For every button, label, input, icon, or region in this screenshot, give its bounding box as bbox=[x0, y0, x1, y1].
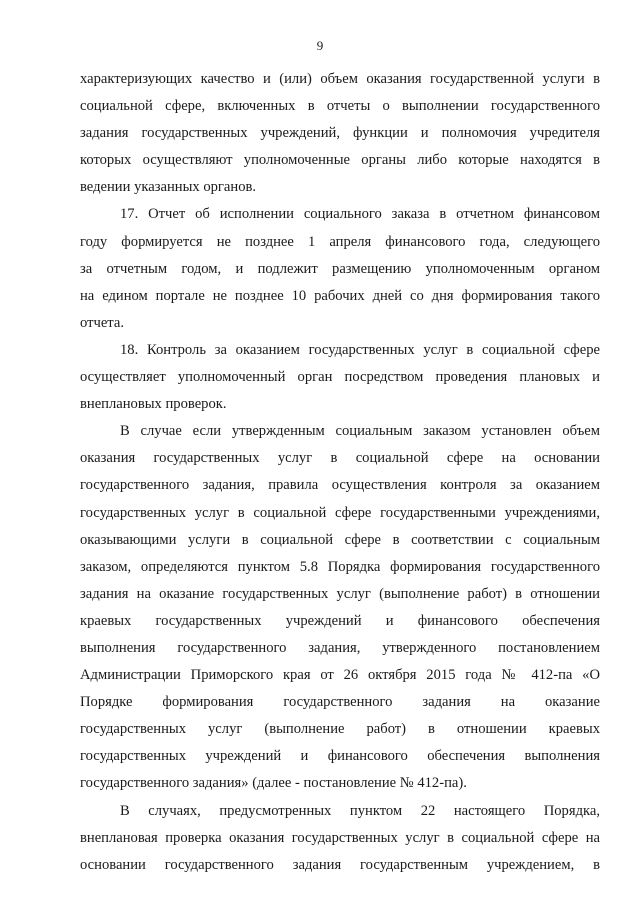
text-line: отчета. bbox=[80, 314, 124, 331]
text-line: внеплановая проверка оказания государственных услуг в социальной сфере на bbox=[80, 829, 600, 846]
text-line: Администрации Приморского края от 26 октября 2015 года № 412-па «О bbox=[80, 667, 600, 684]
page-number: 9 bbox=[316, 38, 324, 53]
text-line: осуществляет уполномоченный орган посредством проведения плановых и bbox=[80, 369, 600, 386]
text-line: государственного задания, правила осуществления контроля за оказанием bbox=[80, 477, 600, 494]
text-line: В случае если утвержденным социальным заказом установлен объем bbox=[120, 423, 600, 440]
text-line: выполнения государственного задания, утвержденного постановлением bbox=[80, 639, 600, 656]
paragraph bbox=[80, 418, 600, 797]
text-line: социальной сфере, включенных в отчеты о выполнении государственного bbox=[80, 98, 600, 115]
text-line: задания государственных учреждений, функции и полномочия учредителя bbox=[80, 125, 600, 142]
text-line: на едином портале не позднее 10 рабочих дней со дня формирования такого bbox=[80, 287, 600, 304]
text-line: за отчетным годом, и подлежит размещению уполномоченным органом bbox=[80, 260, 600, 277]
text-line: 17. Отчет об исполнении социального заказа в отчетном финансовом bbox=[120, 206, 600, 223]
paragraph bbox=[80, 798, 600, 879]
text-line: оказания государственных услуг в социальной сфере на основании bbox=[80, 450, 600, 467]
text-line: государственных учреждений и финансового обеспечения выполнения bbox=[80, 748, 600, 765]
paragraph bbox=[80, 66, 600, 201]
text-line: характеризующих качество и (или) объем оказания государственной услуги в bbox=[80, 71, 600, 87]
text-line: которых осуществляют уполномоченные органы либо которые находятся в bbox=[80, 152, 600, 169]
text-line: оказывающими услуги в социальной сфере в соответствии с социальным bbox=[80, 531, 600, 548]
text-line: основании государственного задания государственным учреждением, в bbox=[80, 856, 600, 873]
text-line: задания на оказание государственных услуг (выполнение работ) в отношении bbox=[80, 585, 600, 602]
text-line: году формируется не позднее 1 апреля финансового года, следующего bbox=[80, 233, 600, 250]
text-line: Порядке формирования государственного задания на оказание bbox=[80, 694, 600, 711]
text-line: ведении указанных органов. bbox=[80, 179, 257, 196]
body-text bbox=[80, 66, 600, 879]
paragraph bbox=[80, 201, 600, 336]
text-line: заказом, определяются пунктом 5.8 Порядка формирования государственного bbox=[80, 558, 600, 575]
text-line: государственных услуг (выполнение работ) в отношении краевых bbox=[80, 721, 600, 738]
text-line: внеплановых проверок. bbox=[80, 396, 227, 413]
text-line: 18. Контроль за оказанием государственных услуг в социальной сфере bbox=[120, 341, 600, 358]
text-line: государственного задания» (далее - постановление № 412-па). bbox=[80, 775, 467, 792]
text-line: краевых государственных учреждений и финансового обеспечения bbox=[80, 612, 600, 629]
text-line: В случаях, предусмотренных пунктом 22 настоящего Порядка, bbox=[120, 802, 600, 819]
text-line: государственных услуг в социальной сфере государственными учреждениями, bbox=[80, 504, 600, 521]
paragraph bbox=[80, 337, 600, 418]
